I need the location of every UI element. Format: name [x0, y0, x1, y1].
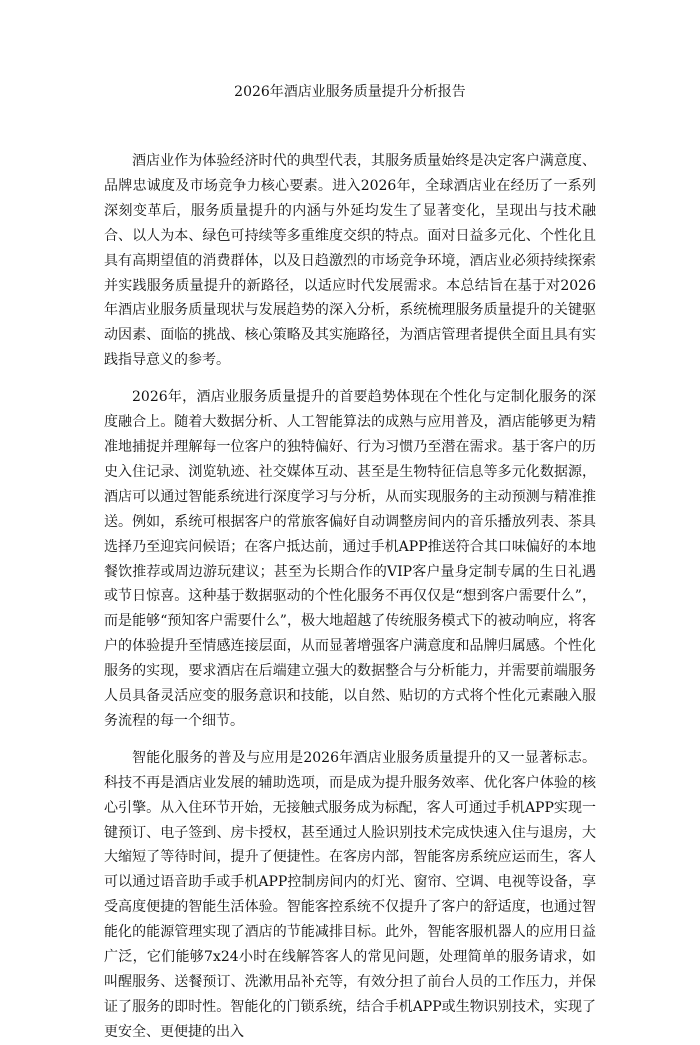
paragraph-smart-service: 智能化服务的普及与应用是2026年酒店业服务质量提升的又一显著标志。科技不再是酒店业发展的辅助选项，而是成为提升服务效率、优化客户体验的核心引擎。从入住环节开始，无接触式服务成为标配，客人可通过手机APP实现一键预订、电子签到、房卡授权，甚至通过人脸识别技术完成快速入住与退房，大大缩短了等待时间，提升了便捷性。在客房内部，智能客房系统应运而生，客人可以通过语音助手或手机APP控制房间内的灯光、窗帘、空调、电视等设备，享受高度便捷的智能生活体验。智能客控系统不仅提升了客户的舒适度，也通过智能化的能源管理实现了酒店的节能减排目标。此外，智能客服机器人的应用日益广泛，它们能够7x24小时在线解答客人的常见问题，处理简单的服务请求，如叫醒服务、送餐预订、洗漱用品补充等，有效分担了前台人员的工作压力，并保证了服务的即时性。智能化的门锁系统，结合手机APP或生物识别技术，实现了更安全、更便捷的出入: [104, 749, 596, 1040]
document-title: 2026年酒店业服务质量提升分析报告: [234, 84, 466, 100]
paragraph-personalization: 2026年，酒店业服务质量提升的首要趋势体现在个性化与定制化服务的深度融合上。随着大数据分析、人工智能算法的成熟与应用普及，酒店能够更为精准地捕捉并理解每一位客户的独特偏好、行为习惯乃至潜在需求。基于客户的历史入住记录、浏览轨迹、社交媒体互动、甚至是生物特征信息等多元化数据源，酒店可以通过智能系统进行深度学习与分析，从而实现服务的主动预测与精准推送。例如，系统可根据客户的常旅客偏好自动调整房间内的音乐播放列表、茶具选择乃至迎宾问候语；在客户抵达前，通过手机APP推送符合其口味偏好的本地餐饮推荐或周边游玩建议；甚至为长期合作的VIP客户量身定制专属的生日礼遇或节日惊喜。这种基于数据驱动的个性化服务不再仅仅是“想到客户需要什么”，而是能够“预知客户需要什么”，极大地超越了传统服务模式下的被动响应，将客户的体验提升至情感连接层面，从而显著增强客户满意度和品牌归属感。个性化服务的实现，要求酒店在后端建立强大的数据整合与分析能力，并需要前端服务人员具备灵活应变的服务意识和技能，以自然、贴切的方式将个性化元素融入服务流程的每一个细节。: [104, 389, 596, 729]
paragraph-intro: 酒店业作为体验经济时代的典型代表，其服务质量始终是决定客户满意度、品牌忠诚度及市场竞争力核心要素。进入2026年，全球酒店业在经历了一系列深刻变革后，服务质量提升的内涵与外延均发生了显著变化，呈现出与技术融合、以人为本、绿色可持续等多重维度交织的特点。面对日益多元化、个性化且具有高期望值的消费群体，以及日趋激烈的市场竞争环境，酒店业必须持续探索并实践服务质量提升的新路径，以适应时代发展需求。本总结旨在基于对2026年酒店业服务质量现状与发展趋势的深入分析，系统梳理服务质量提升的关键驱动因素、面临的挑战、核心策略及其实施路径，为酒店管理者提供全面且具有实践指导意义的参考。: [104, 153, 596, 369]
